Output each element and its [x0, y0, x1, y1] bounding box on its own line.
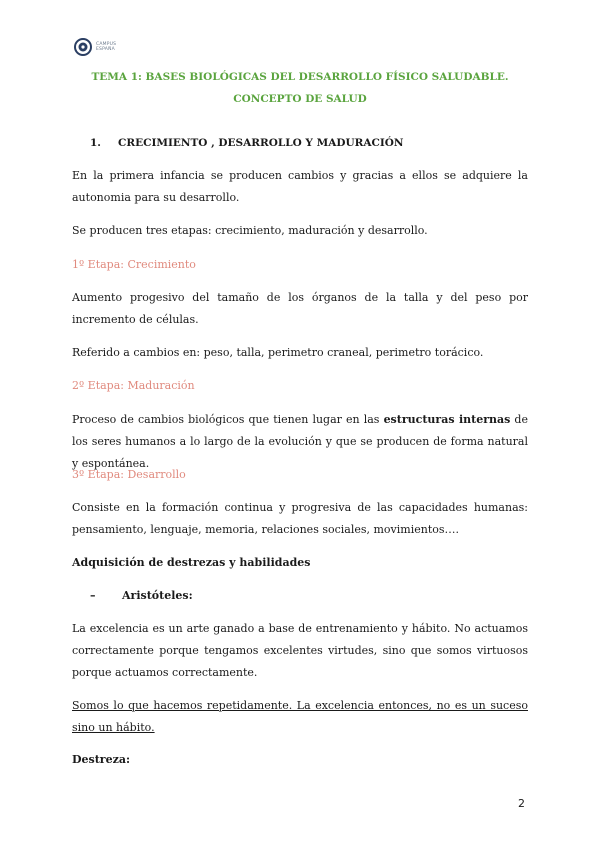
stage3-text: Consiste en la formación continua y progresiva de las capacidades humanas: pensamiento, lenguaje, memoria, relaciones sociales, movimientos….: [72, 501, 528, 536]
stage2-text-after: de los seres humanos a lo largo de la evolución y que se producen de forma natural y espontánea.: [72, 413, 528, 470]
destreza-heading: Destreza:: [72, 753, 131, 766]
stage2-text-before: Proceso de cambios biológicos que tienen lugar en las: [72, 413, 384, 426]
bullet-aristoteles: [72, 585, 528, 607]
bullet-label: Aristóteles:: [122, 589, 193, 602]
stage1-changes: Referido a cambios en: peso, talla, perimetro craneal, perimetro torácico.: [72, 346, 484, 359]
logo-text-line1: CAMPUS: [96, 42, 117, 47]
quote-habit: Somos lo que hacemos repetidamente. La excelencia entonces, no es un suceso sino un hábito.: [72, 699, 528, 734]
section-number: 1.: [90, 137, 101, 149]
campus-logo: [74, 38, 116, 56]
stage2-title: 2º Etapa: Maduración: [72, 379, 195, 392]
stage1-text: Aumento progesivo del tamaño de los órganos de la talla y del peso por incremento de células.: [72, 291, 528, 326]
stage2-text-bold: estructuras internas: [383, 413, 511, 426]
section-heading: [72, 132, 528, 154]
quote-excellence: La excelencia es un arte ganado a base de entrenamiento y hábito. No actuamos correctamente porque tengamos excelentes virtudes, sino que somos virtuosos porque actuamos correctamente.: [72, 622, 528, 679]
section-heading-text: CRECIMIENTO , DESARROLLO Y MADURACIÓN: [118, 137, 404, 149]
page-title: TEMA 1: BASES BIOLÓGICAS DEL DESARROLLO FÍSICO SALUDABLE. CONCEPTO DE SALUD: [91, 71, 509, 105]
logo-emblem-icon: [74, 38, 92, 56]
paragraph-intro: En la primera infancia se producen cambios y gracias a ellos se adquiere la autonomia para su desarrollo.: [72, 169, 528, 204]
logo-text-line2: ESPAÑA: [96, 47, 115, 52]
page-number: 2: [518, 797, 525, 810]
bullet-dash: –: [90, 589, 96, 602]
paragraph-stages: Se producen tres etapas: crecimiento, maduración y desarrollo.: [72, 224, 428, 237]
stage3-title: 3º Etapa: Desarrollo: [72, 468, 186, 481]
subheading-skills: Adquisición de destrezas y habilidades: [72, 556, 311, 569]
stage1-title: 1º Etapa: Crecimiento: [72, 258, 196, 271]
